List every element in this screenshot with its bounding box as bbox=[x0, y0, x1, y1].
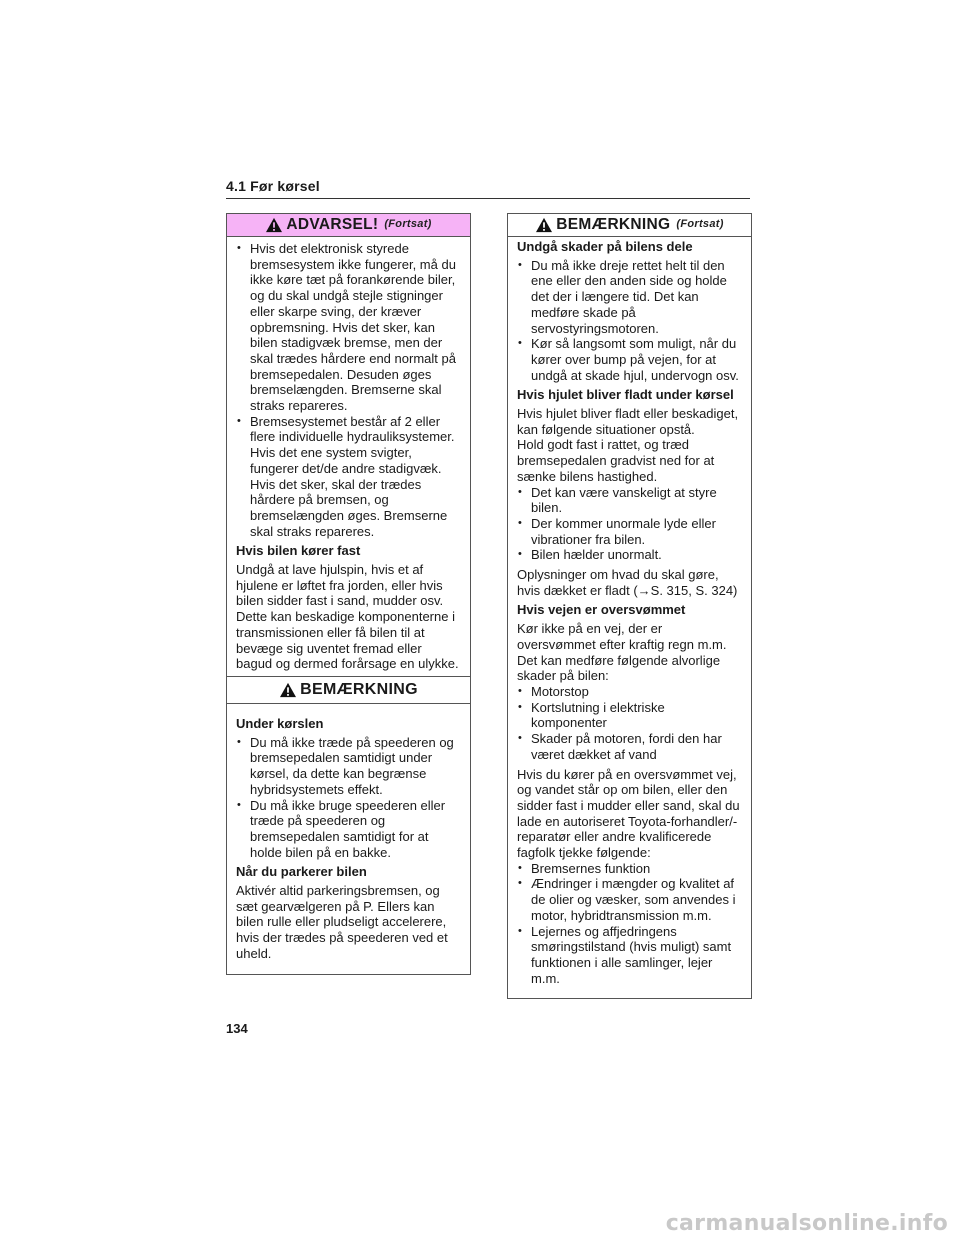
notice-left-heading-1: Under kørslen bbox=[236, 716, 324, 731]
notice-right-heading-1: Undgå skader på bilens dele bbox=[517, 239, 693, 254]
warning-section-text: Undgå at lave hjulspin, hvis et af hjulene er løftet fra jorden, eller hvis bilen sidder fast i sand, mudder osv. Dette kan beskadige komponenterne i transmissionen eller få bilen til at bevæge sig uventet fremad eller bagud og dermed forårsage en ulykke. bbox=[236, 562, 459, 672]
notice-left-heading-2: Når du parkerer bilen bbox=[236, 864, 367, 880]
warning-triangle-icon bbox=[535, 217, 553, 233]
notice-right-text-3a: Kør ikke på en vej, der er oversvømmet efter kraftig regn m.m. Det kan medføre følgende alvorlige skader på bilen: bbox=[517, 621, 727, 684]
list-item: • Hvis det elektronisk styrede bremsesystem ikke fungerer, må du ikke køre tæt på forankørende biler, og du skal undgå stejle stigninger eller skarpe sving, der kræver opbremsning. Hvis det sker, kan bilen stadigvæk bremse, men der skal trædes hårdere end normalt på bremsepedalen. Desuden øges bremselængden. Bremserne skal straks repareres. bbox=[236, 241, 461, 414]
warning-box-title bbox=[227, 214, 470, 237]
list-item: • Motorstop bbox=[517, 684, 742, 700]
warning-section-heading: Hvis bilen kører fast bbox=[236, 543, 361, 559]
notice-right-bullet-list-3 bbox=[517, 684, 742, 763]
watermark: carmanualsonline.info bbox=[665, 1211, 948, 1236]
notice-right-title-text: BEMÆRKNING bbox=[556, 216, 671, 234]
notice-left-bullet-list bbox=[236, 735, 461, 861]
list-item: • Der kommer unormale lyde eller vibrationer fra bilen. bbox=[517, 516, 742, 547]
list-item: • Det kan være vanskeligt at styre bilen. bbox=[517, 485, 742, 516]
notice-right-text-2b: Hold godt fast i rattet, og træd bremsepedalen gradvist ned for at sænke bilens hastighed. bbox=[517, 437, 715, 484]
notice-right-bullet-list-1 bbox=[517, 258, 742, 384]
notice-left-title bbox=[227, 677, 470, 704]
list-item: • Skader på motoren, fordi den har været dækket af vand bbox=[517, 731, 742, 762]
section-header: 4.1 Før kørsel bbox=[226, 178, 750, 199]
warning-triangle-icon bbox=[265, 217, 283, 233]
list-item: • Lejernes og affjedringens smøringstilstand (hvis muligt) samt funktionen i alle samlinger, lejer m.m. bbox=[517, 924, 742, 987]
warning-triangle-icon bbox=[279, 682, 297, 698]
list-item: • Bremsesystemet består af 2 eller flere individuelle hydrauliksystemer. Hvis det ene system svigter, fungerer det/de andre stadigvæk. Hvis det sker, skal der trædes hårdere på bremsen, og bremselængden øges. Bremserne skal straks repareres. bbox=[236, 414, 461, 540]
notice-box-left bbox=[226, 676, 471, 975]
page-number: 134 bbox=[226, 1021, 248, 1036]
list-item: • Kortslutning i elektriske komponenter bbox=[517, 700, 742, 731]
warning-box bbox=[226, 213, 471, 685]
notice-left-title-text: BEMÆRKNING bbox=[300, 681, 418, 699]
notice-box-right bbox=[507, 213, 752, 999]
notice-right-heading-2: Hvis hjulet bliver fladt under kørsel bbox=[517, 387, 734, 403]
notice-right-text-2a: Hvis hjulet bliver fladt eller beskadiget, kan følgende situationer opstå. bbox=[517, 406, 739, 437]
notice-right-text-2c: Oplysninger om hvad du skal gøre, hvis dækket er fladt (→S. 315, S. 324) bbox=[517, 567, 738, 598]
list-item: • Bilen hælder unormalt. bbox=[517, 547, 742, 563]
warning-continued-label: (Fortsat) bbox=[384, 218, 432, 231]
list-item: • Kør så langsomt som muligt, når du kører over bump på vejen, for at undgå at skade hjul, undervogn osv. bbox=[517, 336, 742, 383]
list-item: • Du må ikke træde på speederen og bremsepedalen samtidigt under kørsel, da dette kan begrænse hybridsystemets effekt. bbox=[236, 735, 461, 798]
notice-right-text-3b: Hvis du kører på en oversvømmet vej, og vandet står op om bilen, eller den sidder fast i mudder eller sand, skal du lade en autoriseret Toyota-forhandler/-reparatør eller andre kvalificerede fagfolk tjekke følgende: bbox=[517, 766, 740, 861]
notice-right-heading-3: Hvis vejen er oversvømmet bbox=[517, 602, 686, 618]
notice-right-continued-label: (Fortsat) bbox=[676, 218, 724, 231]
notice-right-bullet-list-4 bbox=[517, 861, 742, 987]
list-item: • Du må ikke dreje rettet helt til den ene eller den anden side og holde det der i længere tid. Det kan medføre skade på servostyringsmotoren. bbox=[517, 258, 742, 337]
notice-left-text-2: Aktivér altid parkeringsbremsen, og sæt gearvælgeren på P. Ellers kan bilen rulle eller pludseligt accelerere, hvis der trædes på speederen ved et uheld. bbox=[236, 883, 448, 961]
list-item: • Bremsernes funktion bbox=[517, 861, 742, 877]
warning-title-text: ADVARSEL! bbox=[286, 216, 379, 234]
notice-right-title bbox=[508, 214, 751, 237]
list-item: • Ændringer i mængder og kvalitet af de olier og væsker, som anvendes i motor, hybridtransmission m.m. bbox=[517, 876, 742, 923]
list-item: • Du må ikke bruge speederen eller træde på speederen og bremsepedalen samtidigt for at holde bilen på en bakke. bbox=[236, 798, 461, 861]
notice-right-bullet-list-2 bbox=[517, 485, 742, 564]
warning-bullet-list bbox=[236, 241, 461, 539]
